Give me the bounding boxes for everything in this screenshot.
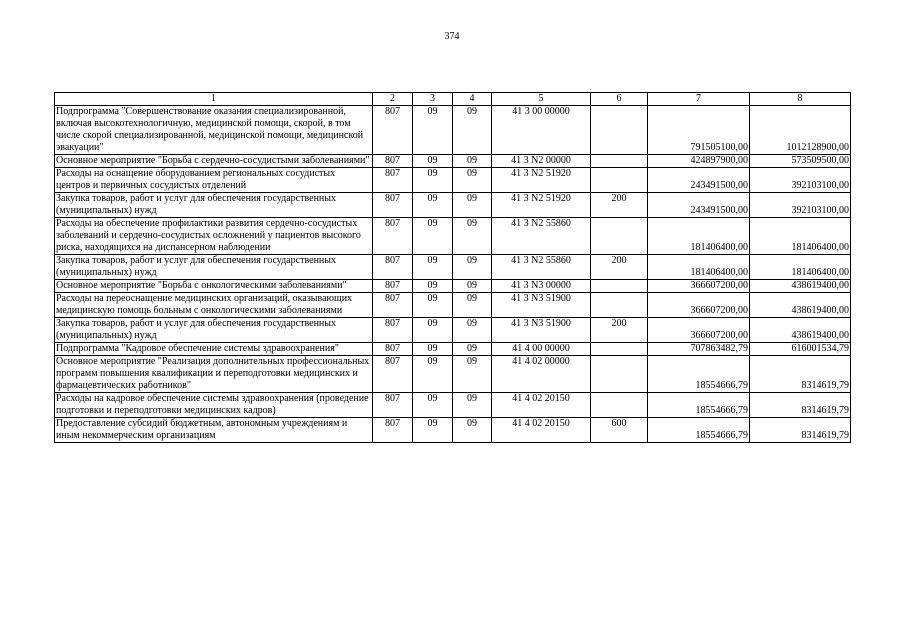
subsection-code: 09 bbox=[453, 218, 492, 255]
amount-year-1: 424897900,00 bbox=[648, 155, 750, 168]
subsection-code: 09 bbox=[453, 168, 492, 193]
amount-year-2: 616001534,79 bbox=[750, 343, 851, 356]
amount-year-1: 366607200,00 bbox=[648, 293, 750, 318]
target-article-code: 41 3 N2 00000 bbox=[492, 155, 591, 168]
ministry-code: 807 bbox=[373, 418, 413, 443]
row-name: Закупка товаров, работ и услуг для обеспечения государственных (муниципальных) нужд bbox=[55, 318, 373, 343]
section-code: 09 bbox=[413, 418, 453, 443]
column-header: 6 bbox=[591, 93, 648, 106]
table-row bbox=[55, 168, 851, 193]
ministry-code: 807 bbox=[373, 393, 413, 418]
subsection-code: 09 bbox=[453, 293, 492, 318]
amount-year-2: 438619400,00 bbox=[750, 280, 851, 293]
column-header: 4 bbox=[453, 93, 492, 106]
table-row bbox=[55, 318, 851, 343]
row-name: Расходы на кадровое обеспечение системы здравоохранения (проведение подготовки и переподготовки медицинских кадров) bbox=[55, 393, 373, 418]
ministry-code: 807 bbox=[373, 218, 413, 255]
target-article-code: 41 3 N3 00000 bbox=[492, 280, 591, 293]
ministry-code: 807 bbox=[373, 343, 413, 356]
ministry-code: 807 bbox=[373, 168, 413, 193]
amount-year-1: 791505100,00 bbox=[648, 106, 750, 155]
amount-year-1: 243491500,00 bbox=[648, 193, 750, 218]
expense-type-code bbox=[591, 106, 648, 155]
amount-year-2: 392103100,00 bbox=[750, 168, 851, 193]
amount-year-2: 438619400,00 bbox=[750, 293, 851, 318]
section-code: 09 bbox=[413, 168, 453, 193]
section-code: 09 bbox=[413, 393, 453, 418]
table-row bbox=[55, 218, 851, 255]
budget-table bbox=[54, 92, 851, 443]
amount-year-2: 181406400,00 bbox=[750, 218, 851, 255]
table-row bbox=[55, 343, 851, 356]
section-code: 09 bbox=[413, 280, 453, 293]
target-article-code: 41 3 N2 51920 bbox=[492, 168, 591, 193]
section-code: 09 bbox=[413, 193, 453, 218]
expense-type-code bbox=[591, 280, 648, 293]
row-name: Расходы на обеспечение профилактики развития сердечно-сосудистых заболеваний и сердечно-сосудистых осложнений у пациентов высокого риска, находящихся на диспансерном наблюдении bbox=[55, 218, 373, 255]
row-name: Подпрограмма "Кадровое обеспечение системы здравоохранения" bbox=[55, 343, 373, 356]
subsection-code: 09 bbox=[453, 106, 492, 155]
amount-year-1: 366607200,00 bbox=[648, 318, 750, 343]
table-row bbox=[55, 356, 851, 393]
amount-year-2: 8314619,79 bbox=[750, 356, 851, 393]
subsection-code: 09 bbox=[453, 255, 492, 280]
column-header: 7 bbox=[648, 93, 750, 106]
subsection-code: 09 bbox=[453, 343, 492, 356]
amount-year-1: 181406400,00 bbox=[648, 255, 750, 280]
row-name: Расходы на переоснащение медицинских организаций, оказывающих медицинскую помощь больным с онкологическими заболеваниями bbox=[55, 293, 373, 318]
amount-year-2: 392103100,00 bbox=[750, 193, 851, 218]
amount-year-2: 1012128900,00 bbox=[750, 106, 851, 155]
table-row bbox=[55, 255, 851, 280]
ministry-code: 807 bbox=[373, 318, 413, 343]
amount-year-1: 366607200,00 bbox=[648, 280, 750, 293]
column-header: 3 bbox=[413, 93, 453, 106]
expense-type-code bbox=[591, 168, 648, 193]
section-code: 09 bbox=[413, 343, 453, 356]
amount-year-2: 8314619,79 bbox=[750, 393, 851, 418]
subsection-code: 09 bbox=[453, 280, 492, 293]
expense-type-code bbox=[591, 343, 648, 356]
expense-type-code: 200 bbox=[591, 193, 648, 218]
column-header: 5 bbox=[492, 93, 591, 106]
expense-type-code bbox=[591, 218, 648, 255]
row-name: Основное мероприятие "Борьба с сердечно-сосудистыми заболеваниями" bbox=[55, 155, 373, 168]
amount-year-1: 243491500,00 bbox=[648, 168, 750, 193]
subsection-code: 09 bbox=[453, 418, 492, 443]
section-code: 09 bbox=[413, 356, 453, 393]
subsection-code: 09 bbox=[453, 318, 492, 343]
amount-year-1: 181406400,00 bbox=[648, 218, 750, 255]
table-row bbox=[55, 106, 851, 155]
table-row bbox=[55, 293, 851, 318]
amount-year-1: 707863482,79 bbox=[648, 343, 750, 356]
ministry-code: 807 bbox=[373, 155, 413, 168]
row-name: Расходы на оснащение оборудованием региональных сосудистых центров и первичных сосудистых отделений bbox=[55, 168, 373, 193]
expense-type-code bbox=[591, 356, 648, 393]
table-row bbox=[55, 155, 851, 168]
table-row bbox=[55, 393, 851, 418]
target-article-code: 41 4 02 20150 bbox=[492, 393, 591, 418]
page-number: 374 bbox=[444, 31, 460, 42]
amount-year-2: 181406400,00 bbox=[750, 255, 851, 280]
expense-type-code bbox=[591, 293, 648, 318]
column-header: 2 bbox=[373, 93, 413, 106]
subsection-code: 09 bbox=[453, 356, 492, 393]
ministry-code: 807 bbox=[373, 193, 413, 218]
ministry-code: 807 bbox=[373, 293, 413, 318]
row-name: Подпрограмма "Совершенствование оказания специализированной, включая высокотехнологичную, медицинской помощи, скорой, в том числе скорой специализированной, медицинской помощи, медицинской эвакуации" bbox=[55, 106, 373, 155]
section-code: 09 bbox=[413, 255, 453, 280]
amount-year-2: 8314619,79 bbox=[750, 418, 851, 443]
ministry-code: 807 bbox=[373, 356, 413, 393]
table-row bbox=[55, 193, 851, 218]
section-code: 09 bbox=[413, 106, 453, 155]
table-row bbox=[55, 280, 851, 293]
amount-year-2: 573509500,00 bbox=[750, 155, 851, 168]
target-article-code: 41 3 N3 51900 bbox=[492, 318, 591, 343]
expense-type-code bbox=[591, 155, 648, 168]
subsection-code: 09 bbox=[453, 393, 492, 418]
target-article-code: 41 3 N2 55860 bbox=[492, 218, 591, 255]
row-name: Основное мероприятие "Борьба с онкологическими заболеваниями" bbox=[55, 280, 373, 293]
row-name: Предоставление субсидий бюджетным, автономным учреждениям и иным некоммерческим организациям bbox=[55, 418, 373, 443]
target-article-code: 41 3 N2 51920 bbox=[492, 193, 591, 218]
section-code: 09 bbox=[413, 293, 453, 318]
header-row bbox=[55, 93, 851, 106]
amount-year-1: 18554666,79 bbox=[648, 393, 750, 418]
target-article-code: 41 3 00 00000 bbox=[492, 106, 591, 155]
column-header: 8 bbox=[750, 93, 851, 106]
target-article-code: 41 3 N3 51900 bbox=[492, 293, 591, 318]
subsection-code: 09 bbox=[453, 193, 492, 218]
section-code: 09 bbox=[413, 218, 453, 255]
ministry-code: 807 bbox=[373, 106, 413, 155]
ministry-code: 807 bbox=[373, 255, 413, 280]
target-article-code: 41 4 02 20150 bbox=[492, 418, 591, 443]
column-header: 1 bbox=[55, 93, 373, 106]
subsection-code: 09 bbox=[453, 155, 492, 168]
expense-type-code: 200 bbox=[591, 318, 648, 343]
target-article-code: 41 3 N2 55860 bbox=[492, 255, 591, 280]
target-article-code: 41 4 02 00000 bbox=[492, 356, 591, 393]
target-article-code: 41 4 00 00000 bbox=[492, 343, 591, 356]
row-name: Закупка товаров, работ и услуг для обеспечения государственных (муниципальных) нужд bbox=[55, 193, 373, 218]
expense-type-code bbox=[591, 393, 648, 418]
row-name: Закупка товаров, работ и услуг для обеспечения государственных (муниципальных) нужд bbox=[55, 255, 373, 280]
section-code: 09 bbox=[413, 155, 453, 168]
table-row bbox=[55, 418, 851, 443]
amount-year-2: 438619400,00 bbox=[750, 318, 851, 343]
row-name: Основное мероприятие "Реализация дополнительных профессиональных программ повышения квалификации и переподготовки медицинских и фармацевтических работников" bbox=[55, 356, 373, 393]
amount-year-1: 18554666,79 bbox=[648, 356, 750, 393]
ministry-code: 807 bbox=[373, 280, 413, 293]
section-code: 09 bbox=[413, 318, 453, 343]
expense-type-code: 600 bbox=[591, 418, 648, 443]
amount-year-1: 18554666,79 bbox=[648, 418, 750, 443]
expense-type-code: 200 bbox=[591, 255, 648, 280]
